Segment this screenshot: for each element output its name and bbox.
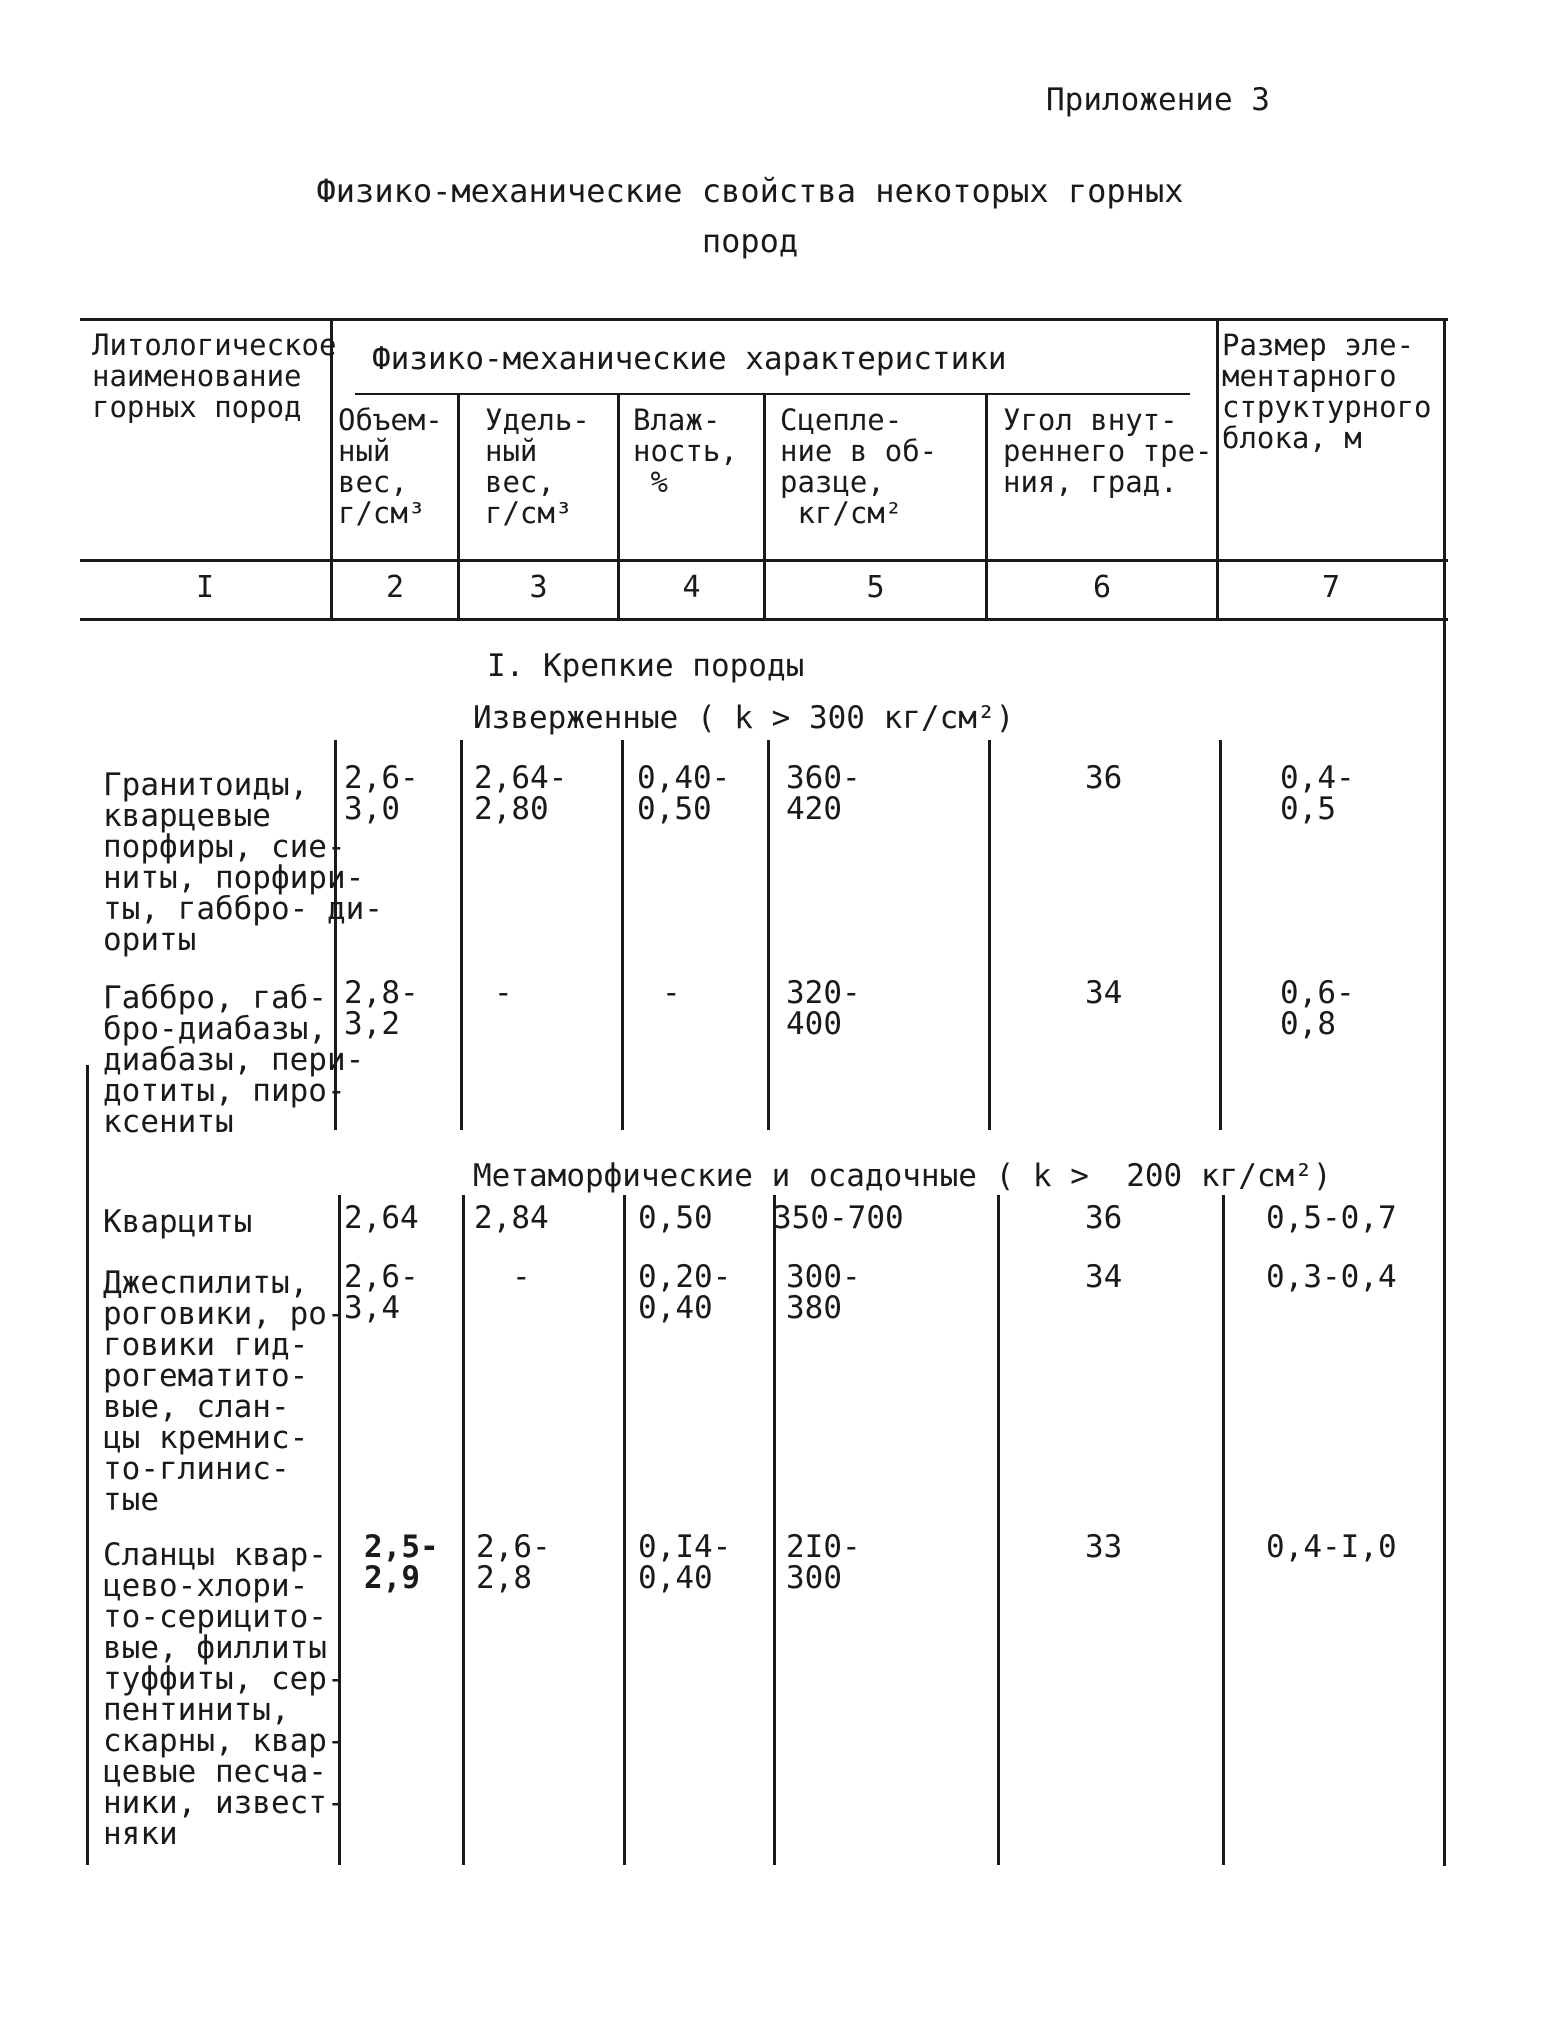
column-divider [621,740,624,1130]
header-col4-moisture: Влаж- ность, % [633,403,738,499]
section-heading: I. Крепкие породы [487,648,805,684]
column-divider [460,740,463,1130]
friction-angle-value: 36 [1085,1200,1123,1236]
column-divider [773,1195,776,1865]
block-size-value: 0,5-0,7 [1266,1200,1397,1236]
column-number: 7 [1321,570,1341,605]
column-number: 5 [866,570,885,605]
rock-name: Сланцы квар- цево-хлори- то-серицито- вые, филлиты туффиты, сер- пентиниты, скарны, квар- цевые песча- ники, извест- няки [103,1537,346,1852]
rock-name: Габбро, габ- бро-диабазы, диабазы, пери- дотиты, пиро- ксениты [103,980,365,1140]
rock-name: Гранитоиды, кварцевые порфиры, сие- ниты, порфири- ты, габбро- ди- ориты [103,767,383,958]
column-divider [1219,740,1222,1130]
appendix-label: Приложение 3 [1046,82,1270,118]
header-col7-block-size: Размер эле- ментарного структурного блока, м [1222,328,1432,455]
bulk-weight-value: 2,5- 2,9 [364,1529,439,1596]
column-divider [988,740,991,1130]
column-number: 3 [529,570,548,605]
friction-angle-value: 34 [1085,975,1123,1011]
friction-angle-value: 36 [1085,760,1123,796]
block-size-value: 0,4- 0,5 [1280,760,1355,827]
column-number: I [195,570,215,605]
rock-name: Джеспилиты, роговики, ро- говики гид- рогематито- вые, слан- цы кремнис- то-глинис- тые [103,1265,346,1518]
rock-name: Кварциты [103,1204,253,1240]
header-col3-specific-weight: Удель- ный вес, г/см³ [485,403,590,530]
specific-weight-value: - [512,1259,531,1295]
bulk-weight-value: 2,64 [344,1200,419,1236]
column-divider [767,740,770,1130]
friction-angle-value: 33 [1085,1529,1123,1565]
column-number: 2 [385,570,405,605]
moisture-value: - [662,975,681,1011]
specific-weight-value: 2,6- 2,8 [476,1529,551,1596]
column-number: 4 [682,570,701,605]
document-title-line2: пород [701,222,799,260]
column-divider [1222,1195,1225,1865]
block-size-value: 0,4-I,0 [1266,1529,1397,1565]
cohesion-value: 350-700 [773,1200,904,1236]
block-size-value: 0,6- 0,8 [1280,975,1355,1042]
subsection-heading-metamorphic: Метаморфические и осадочные ( k > 200 кг/см²) [473,1158,1332,1194]
cohesion-value: 300- 380 [786,1259,861,1326]
subsection-heading-igneous: Изверженные ( k > 300 кг/см²) [473,700,1015,736]
cohesion-value: 320- 400 [786,975,861,1042]
bulk-weight-value: 2,6- 3,0 [344,760,419,827]
column-divider [997,1195,1000,1865]
cohesion-value: 360- 420 [786,760,861,827]
table-left-border [86,1065,89,1865]
moisture-value: 0,50 [638,1200,713,1236]
specific-weight-value: 2,64- 2,80 [474,760,568,827]
moisture-value: 0,I4- 0,40 [638,1529,732,1596]
table-right-border [1443,318,1446,1866]
bulk-weight-value: 2,8- 3,2 [344,975,419,1042]
moisture-value: 0,40- 0,50 [637,760,731,827]
bulk-weight-value: 2,6- 3,4 [344,1259,419,1326]
header-col1-lithology: Литологическое наименование горных пород [92,328,337,424]
specific-weight-value: - [494,975,513,1011]
header-col2-bulk-weight: Объем- ный вес, г/см³ [338,403,443,530]
column-divider [462,1195,465,1865]
column-divider [623,1195,626,1865]
specific-weight-value: 2,84 [474,1200,549,1236]
group-header-underline [355,393,1190,395]
friction-angle-value: 34 [1085,1259,1123,1295]
header-group-characteristics: Физико-механические характеристики [372,341,1007,377]
table-top-border [80,318,1448,321]
cohesion-value: 2I0- 300 [786,1529,861,1596]
column-number: 6 [1092,570,1112,605]
block-size-value: 0,3-0,4 [1266,1259,1397,1295]
moisture-value: 0,20- 0,40 [638,1259,732,1326]
header-col5-cohesion: Сцепле- ние в об- разце, кг/см² [780,403,938,530]
header-col6-friction-angle: Угол внут- реннего тре- ния, град. [1003,403,1213,499]
document-title: Физико-механические свойства некоторых горных [316,172,1184,210]
